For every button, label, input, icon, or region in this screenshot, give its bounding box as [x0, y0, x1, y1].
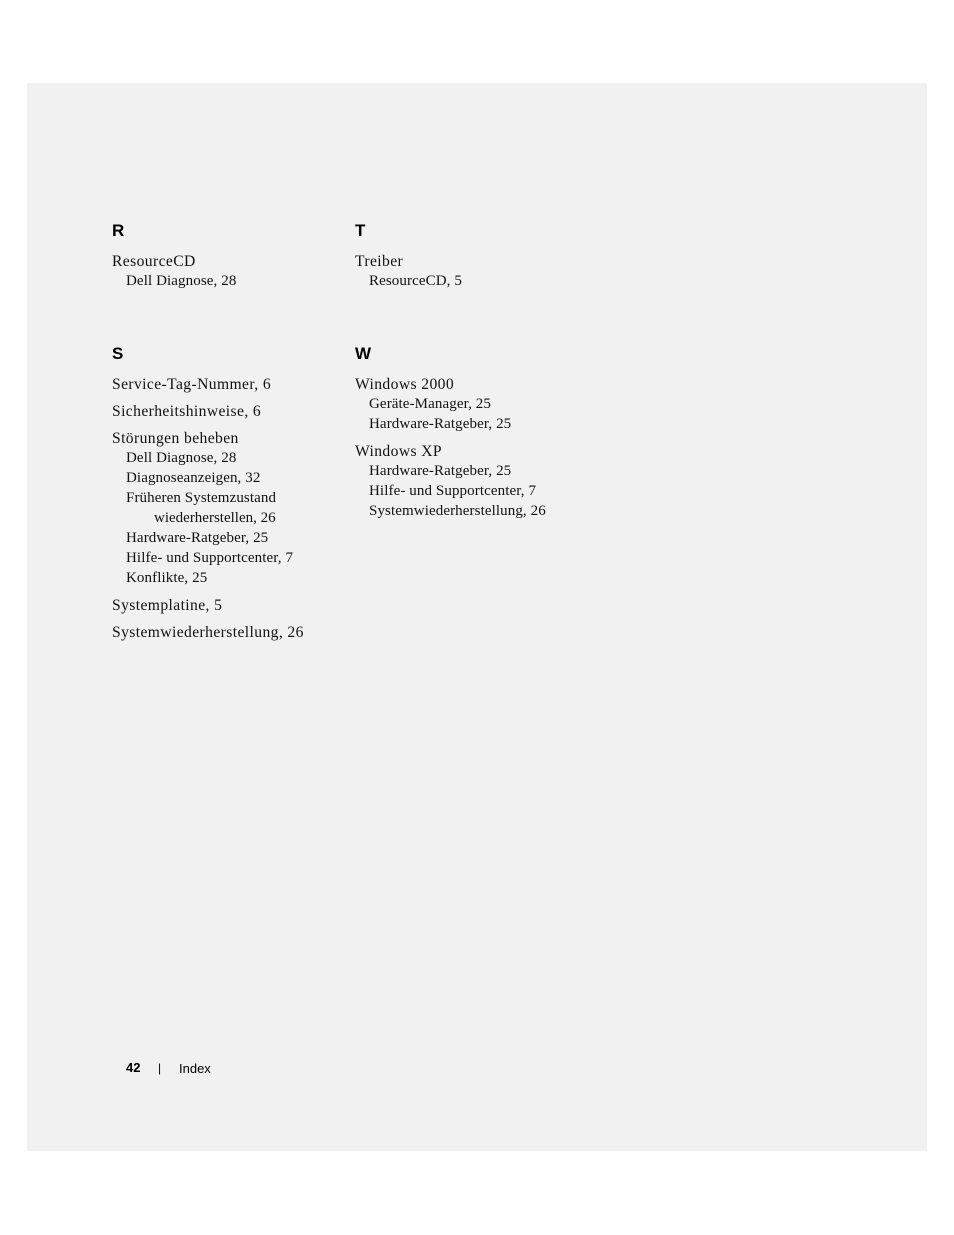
- index-column-right: [355, 218, 615, 529]
- index-subentry: Diagnoseanzeigen, 32: [126, 470, 261, 486]
- index-entry-main: Windows XP: [355, 443, 442, 460]
- section-letter: W: [355, 344, 372, 363]
- index-entry-main: Systemplatine, 5: [112, 597, 223, 614]
- section-letter: S: [112, 344, 124, 363]
- index-subentry: Hilfe- und Supportcenter, 7: [126, 550, 294, 566]
- index-entry: [112, 375, 342, 394]
- index-section: [112, 221, 342, 291]
- index-subentry: Hilfe- und Supportcenter, 7: [369, 483, 537, 499]
- page-number: 42: [126, 1060, 141, 1075]
- index-subentry: Systemwiederherstellung, 26: [369, 503, 546, 519]
- index-entry: [355, 375, 615, 434]
- index-entry: [112, 402, 342, 421]
- index-subentry: Früheren Systemzustand: [126, 490, 277, 506]
- footer-section-label: Index: [179, 1061, 211, 1076]
- index-entry-main: Störungen beheben: [112, 430, 239, 447]
- index-section: [355, 344, 615, 521]
- index-entry-main: ResourceCD: [112, 253, 196, 270]
- section-letter: R: [112, 221, 125, 240]
- index-subentry: ResourceCD, 5: [369, 273, 462, 289]
- index-entry: [355, 442, 615, 521]
- index-entry-main: Sicherheitshinweise, 6: [112, 403, 262, 420]
- index-subentry: Dell Diagnose, 28: [126, 273, 237, 289]
- index-subentry: Geräte-Manager, 25: [369, 396, 491, 412]
- index-entry-main: Treiber: [355, 253, 404, 270]
- index-column-left: [112, 218, 342, 650]
- section-gap: [112, 299, 342, 341]
- index-entry: [112, 252, 342, 291]
- section-gap: [355, 299, 615, 341]
- index-subentry: Dell Diagnose, 28: [126, 450, 237, 466]
- index-section: [112, 344, 342, 642]
- index-subentry: Hardware-Ratgeber, 25: [126, 530, 269, 546]
- index-subentry: Hardware-Ratgeber, 25: [369, 463, 512, 479]
- index-entry-main: Systemwiederherstellung, 26: [112, 624, 304, 641]
- section-letter: T: [355, 221, 366, 240]
- index-subentry: Konflikte, 25: [126, 570, 208, 586]
- index-entry: [112, 596, 342, 615]
- index-entry: [112, 429, 342, 588]
- index-entry: [112, 623, 342, 642]
- index-entry: [355, 252, 615, 291]
- index-subentry-continuation: wiederherstellen, 26: [154, 510, 276, 526]
- index-entry-main: Service-Tag-Nummer, 6: [112, 376, 272, 393]
- index-section: [355, 221, 615, 291]
- footer-separator: |: [158, 1061, 162, 1075]
- index-entry-main: Windows 2000: [355, 376, 455, 393]
- index-subentry: Hardware-Ratgeber, 25: [369, 416, 512, 432]
